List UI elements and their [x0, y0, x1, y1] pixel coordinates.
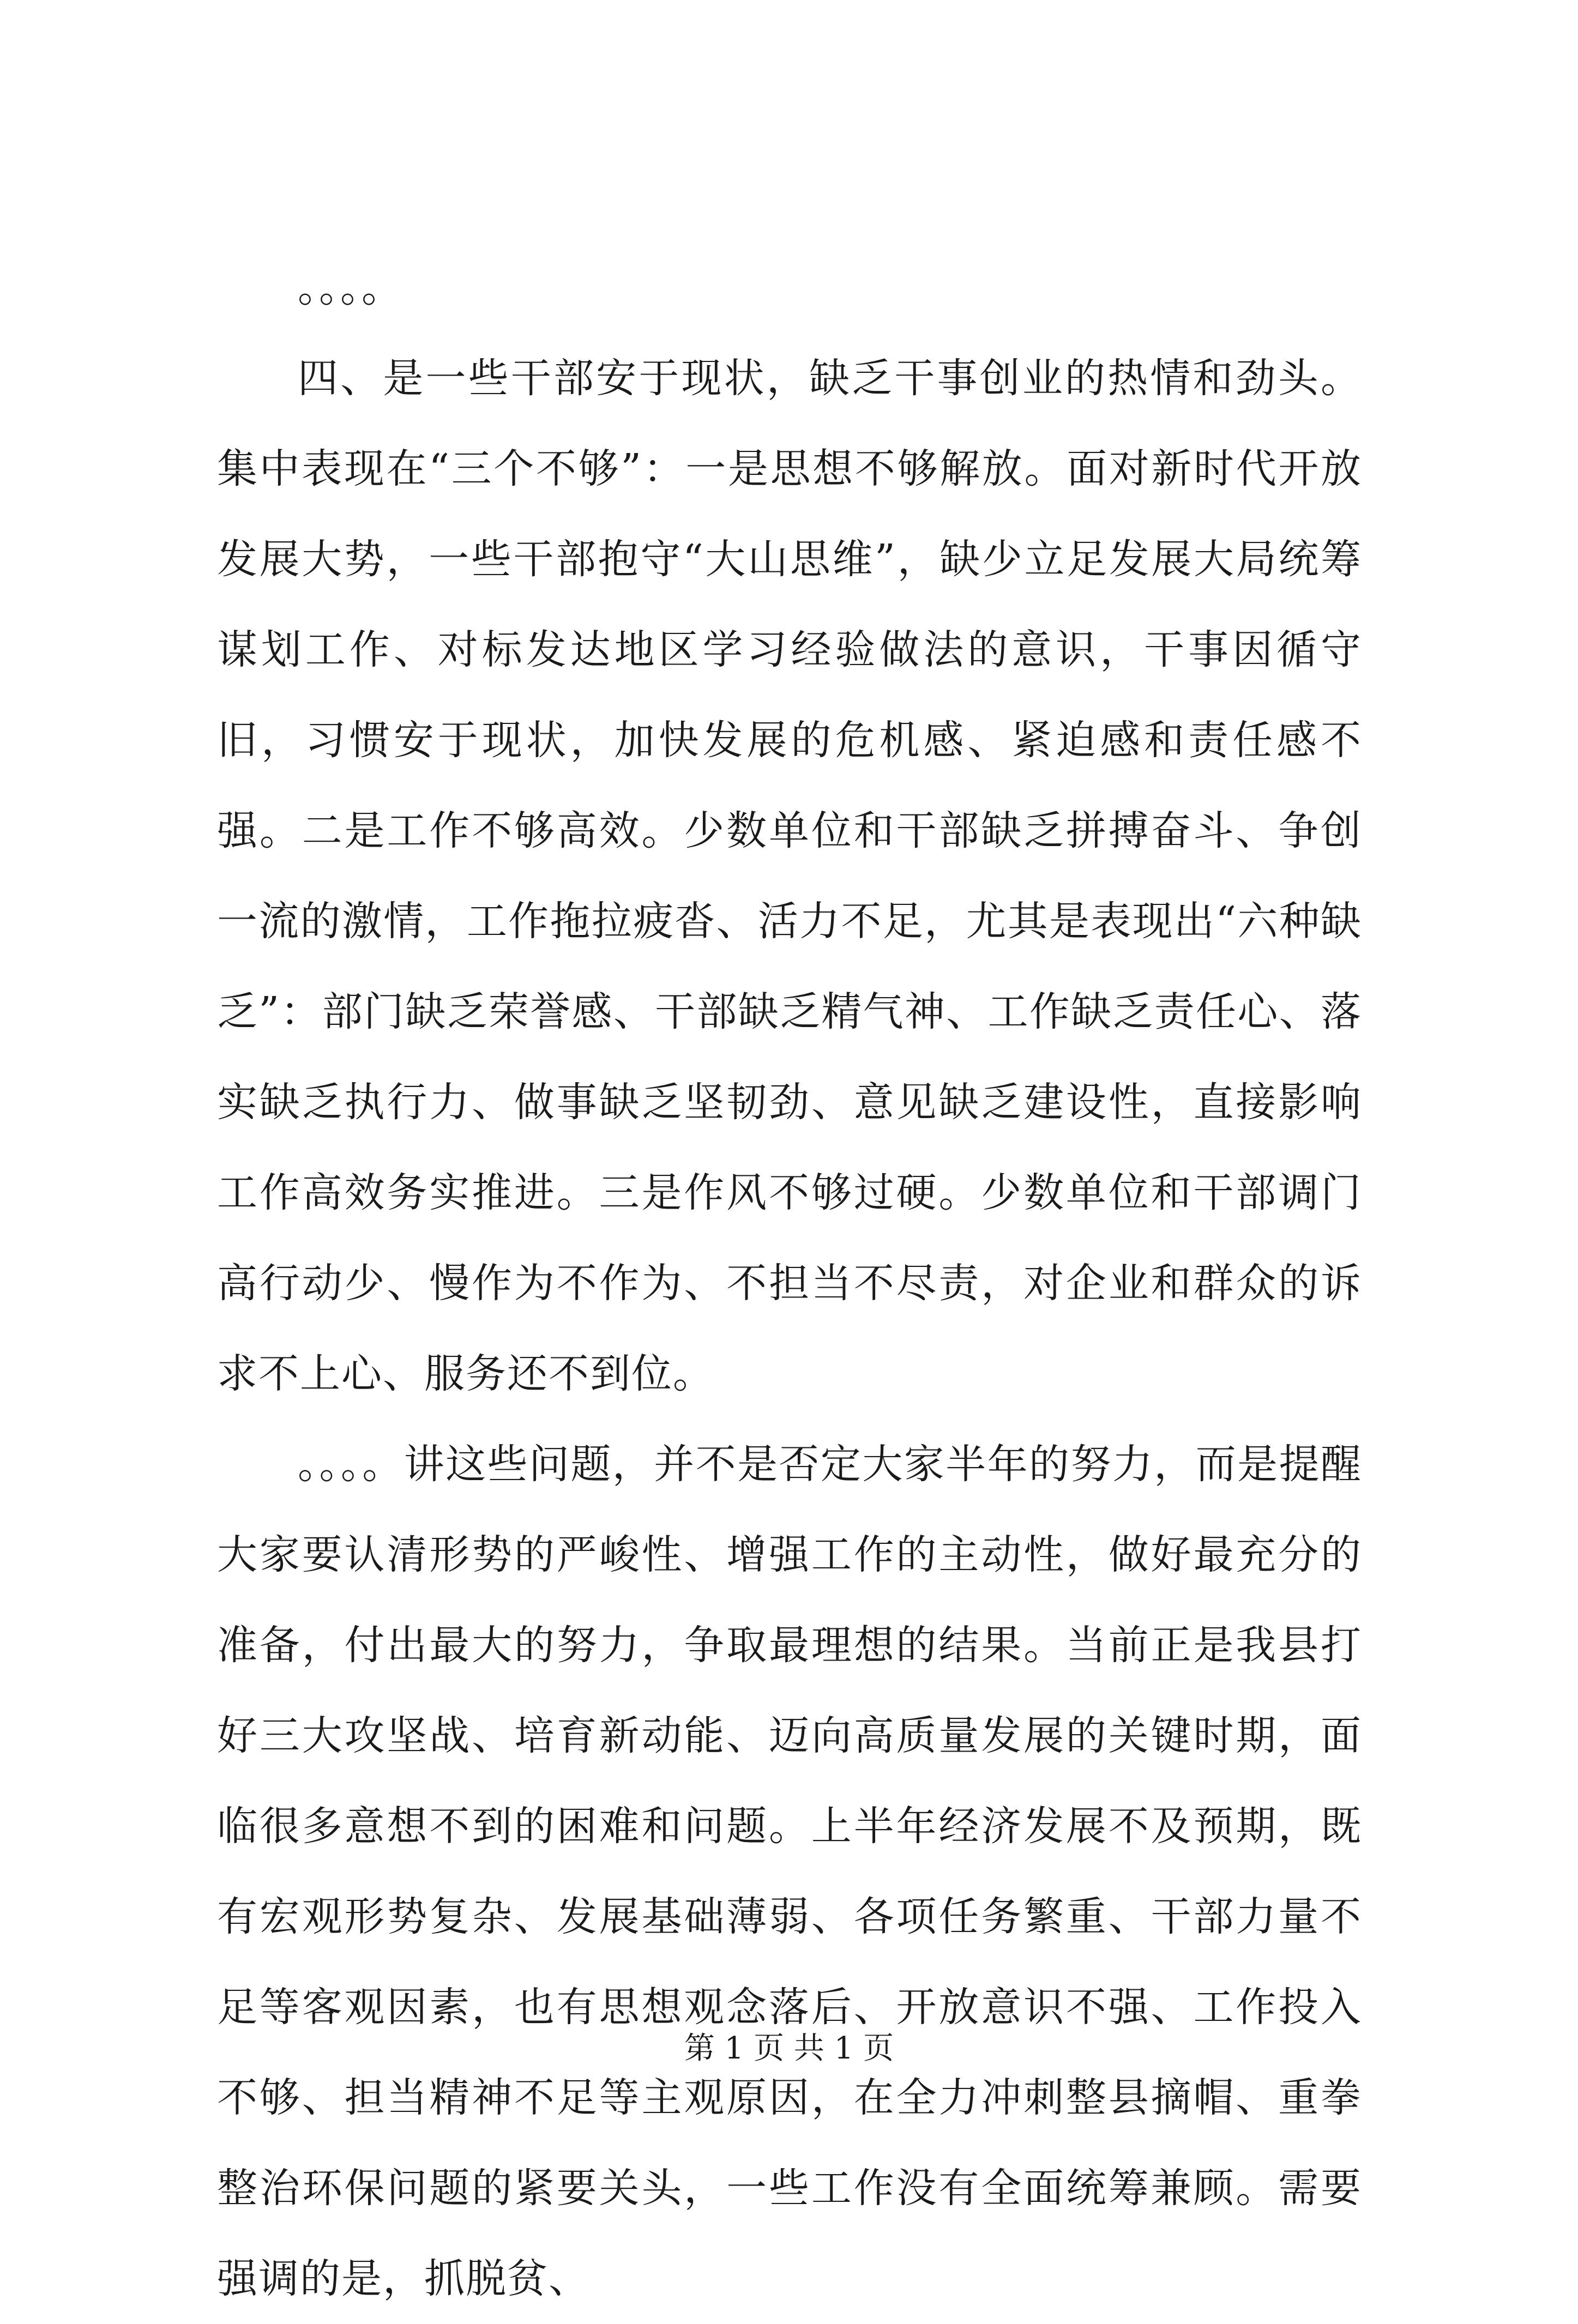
page-footer: 第 1 页 共 1 页 — [684, 2031, 894, 2066]
paragraph-ellipsis: 。。。。 — [298, 264, 403, 311]
document-body — [217, 243, 1362, 2324]
paragraph-cadre-issues: 四、是一些干部安于现状，缺乏干事创业的热情和劲头。集中表现在“三个不够”：一是思想不够解放。面对新时代开放发展大势，一些干部抱守“大山思维”，缺少立足发展大局统筹谋划工作、对标发达地区学习经验做法的意识，干事因循守旧，习惯安于现状，加快发展的危机感、紧迫感和责任感不强。二是工作不够高效。少数单位和干部缺乏拼搏奋斗、争创一流的激情，工作拖拉疲沓、活力不足，尤其是表现出“六种缺乏”：部门缺乏荣誉感、干部缺乏精气神、工作缺乏责任心、落实缺乏执行力、做事缺乏坚韧劲、意见缺乏建设性，直接影响工作高效务实推进。三是作风不够过硬。少数单位和干部调门高行动少、慢作为不作为、不担当不尽责，对企业和群众的诉求不上心、服务还不到位。 — [217, 355, 1362, 1397]
paragraph-situation-analysis: 。。。。讲这些问题，并不是否定大家半年的努力，而是提醒大家要认清形势的严峻性、增强工作的主动性，做好最充分的准备，付出最大的努力，争取最理想的结果。当前正是我县打好三大攻坚战、培育新动能、迈向高质量发展的关键时期，面临很多意想不到的困难和问题。上半年经济发展不及预期，既有宏观形势复杂、发展基础薄弱、各项任务繁重、干部力量不足等客观因素，也有思想观念落后、开放意识不强、工作投入不够、担当精神不足等主观原因，在全力冲刺整县摘帽、重拳整治环保问题的紧要关头，一些工作没有全面统筹兼顾。需要强调的是，抓脱贫、 — [217, 1441, 1362, 2302]
